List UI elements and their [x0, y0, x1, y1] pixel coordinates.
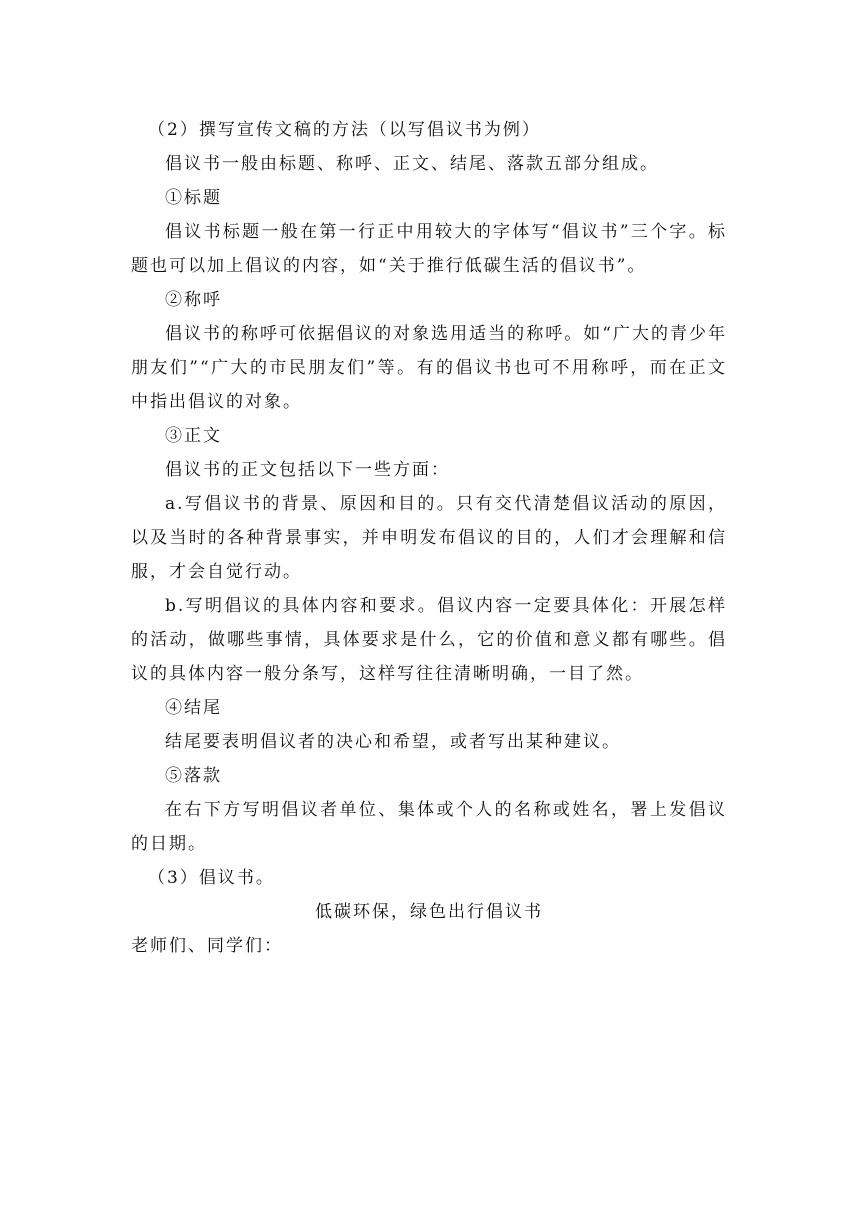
subheading-title: ①标题 — [165, 188, 222, 208]
paragraph-body-b: b.写明倡议的具体内容和要求。倡议内容一定要具体化：开展怎样的活动，做哪些事情，具体要求是什么，它的价值和意义都有哪些。倡议的具体内容一般分条写，这样写往往清晰明确，一目了然。 — [131, 596, 727, 684]
proposal-salutation: 老师们、同学们： — [131, 936, 283, 956]
paragraph-ending: 结尾要表明倡议者的决心和希望，或者写出某种建议。 — [165, 732, 621, 752]
document-body — [131, 113, 727, 963]
subheading-signature: ⑤落款 — [165, 766, 222, 786]
paragraph-structure: 倡议书一般由标题、称呼、正文、结尾、落款五部分组成。 — [165, 154, 659, 174]
proposal-title: 低碳环保，绿色出行倡议书 — [315, 902, 543, 922]
subheading-ending: ④结尾 — [165, 698, 222, 718]
subheading-salutation: ②称呼 — [165, 290, 222, 310]
paragraph-body-a: a.写倡议书的背景、原因和目的。只有交代清楚倡议活动的原因，以及当时的各种背景事实，并申明发布倡议的目的，人们才会理解和信服，才会自觉行动。 — [131, 494, 727, 582]
paragraph-body-intro: 倡议书的正文包括以下一些方面： — [165, 460, 450, 480]
paragraph-title: 倡议书标题一般在第一行正中用较大的字体写“倡议书”三个字。标题也可以加上倡议的内容，如“关于推行低碳生活的倡议书”。 — [131, 222, 727, 276]
section-heading-method: （2）撰写宣传文稿的方法（以写倡议书为例） — [148, 120, 541, 140]
paragraph-signature: 在右下方写明倡议者单位、集体或个人的名称或姓名，署上发倡议的日期。 — [131, 800, 727, 854]
section-heading-proposal: （3）倡议书。 — [148, 868, 275, 888]
paragraph-salutation: 倡议书的称呼可依据倡议的对象选用适当的称呼。如“广大的青少年朋友们”“广大的市民朋友们”等。有的倡议书也可不用称呼，而在正文中指出倡议的对象。 — [131, 324, 727, 412]
subheading-body: ③正文 — [165, 426, 222, 446]
